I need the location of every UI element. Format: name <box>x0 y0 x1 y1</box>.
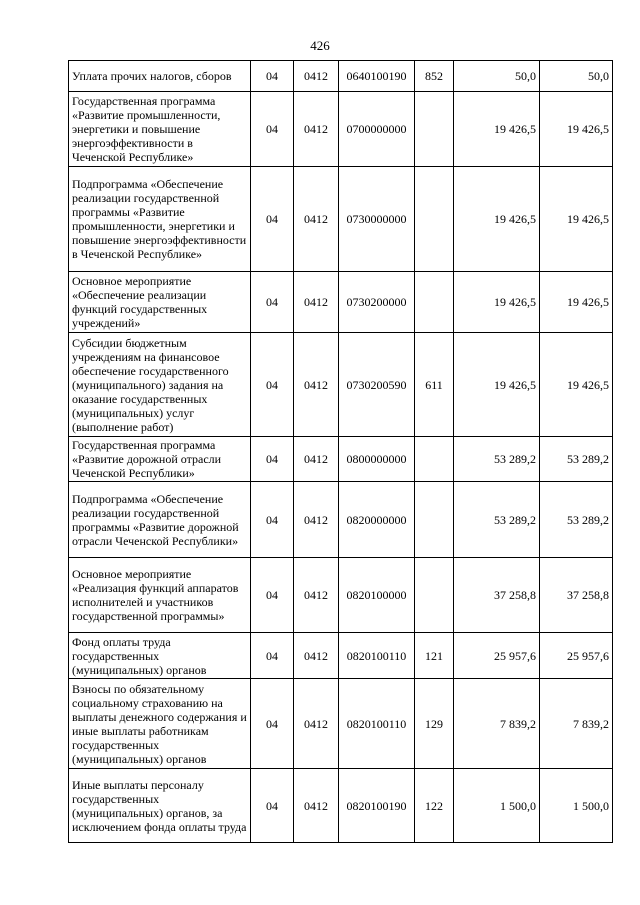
table-row <box>69 633 613 679</box>
table-row <box>69 167 613 272</box>
table-row <box>69 92 613 167</box>
expense-type-code: 611 <box>415 333 454 437</box>
section-code: 04 <box>251 769 294 843</box>
amount-2: 53 289,2 <box>540 482 613 558</box>
amount-2: 7 839,2 <box>540 679 613 769</box>
section-code: 04 <box>251 61 294 92</box>
expense-type-code: 129 <box>415 679 454 769</box>
amount-1: 37 258,8 <box>454 558 540 633</box>
table-row <box>69 333 613 437</box>
target-article-code: 0730200000 <box>339 272 415 333</box>
expense-type-code: 122 <box>415 769 454 843</box>
amount-1: 19 426,5 <box>454 92 540 167</box>
target-article-code: 0800000000 <box>339 437 415 482</box>
expense-type-code: 852 <box>415 61 454 92</box>
section-code: 04 <box>251 558 294 633</box>
row-name: Фонд оплаты труда государственных (муниципальных) органов <box>69 633 251 679</box>
subsection-code: 0412 <box>294 333 339 437</box>
amount-1: 25 957,6 <box>454 633 540 679</box>
target-article-code: 0820000000 <box>339 482 415 558</box>
amount-1: 50,0 <box>454 61 540 92</box>
row-name: Субсидии бюджетным учреждениям на финансовое обеспечение государственного (муниципального) задания на оказание государственных (муниципальных) услуг (выполнение работ) <box>69 333 251 437</box>
subsection-code: 0412 <box>294 61 339 92</box>
section-code: 04 <box>251 633 294 679</box>
subsection-code: 0412 <box>294 272 339 333</box>
section-code: 04 <box>251 272 294 333</box>
expense-type-code <box>415 558 454 633</box>
expense-type-code <box>415 167 454 272</box>
subsection-code: 0412 <box>294 482 339 558</box>
amount-2: 1 500,0 <box>540 769 613 843</box>
expense-type-code <box>415 92 454 167</box>
amount-2: 19 426,5 <box>540 333 613 437</box>
subsection-code: 0412 <box>294 633 339 679</box>
amount-1: 1 500,0 <box>454 769 540 843</box>
subsection-code: 0412 <box>294 769 339 843</box>
table-row <box>69 769 613 843</box>
amount-1: 19 426,5 <box>454 333 540 437</box>
amount-2: 19 426,5 <box>540 167 613 272</box>
table-row <box>69 437 613 482</box>
target-article-code: 0820100000 <box>339 558 415 633</box>
row-name: Уплата прочих налогов, сборов <box>69 61 251 92</box>
row-name: Взносы по обязательному социальному страхованию на выплаты денежного содержания и иные выплаты работникам государственных (муниципальных) органов <box>69 679 251 769</box>
table-row <box>69 272 613 333</box>
table-row <box>69 679 613 769</box>
section-code: 04 <box>251 167 294 272</box>
row-name: Основное мероприятие «Реализация функций аппаратов исполнителей и участников государственной программы» <box>69 558 251 633</box>
subsection-code: 0412 <box>294 558 339 633</box>
amount-2: 25 957,6 <box>540 633 613 679</box>
subsection-code: 0412 <box>294 437 339 482</box>
row-name: Иные выплаты персоналу государственных (муниципальных) органов, за исключением фонда оплаты труда <box>69 769 251 843</box>
amount-2: 19 426,5 <box>540 272 613 333</box>
section-code: 04 <box>251 679 294 769</box>
row-name: Государственная программа «Развитие дорожной отрасли Чеченской Республики» <box>69 437 251 482</box>
section-code: 04 <box>251 333 294 437</box>
target-article-code: 0700000000 <box>339 92 415 167</box>
target-article-code: 0820100190 <box>339 769 415 843</box>
amount-2: 53 289,2 <box>540 437 613 482</box>
target-article-code: 0730000000 <box>339 167 415 272</box>
row-name: Подпрограмма «Обеспечение реализации государственной программы «Развитие промышленности, энергетики и повышение энергоэффективности в Чеченской Республике» <box>69 167 251 272</box>
row-name: Основное мероприятие «Обеспечение реализации функций государственных учреждений» <box>69 272 251 333</box>
subsection-code: 0412 <box>294 167 339 272</box>
target-article-code: 0820100110 <box>339 633 415 679</box>
page-number: 426 <box>310 38 330 53</box>
amount-2: 19 426,5 <box>540 92 613 167</box>
table-row <box>69 61 613 92</box>
subsection-code: 0412 <box>294 679 339 769</box>
section-code: 04 <box>251 482 294 558</box>
section-code: 04 <box>251 437 294 482</box>
table-row <box>69 558 613 633</box>
amount-1: 53 289,2 <box>454 437 540 482</box>
expense-type-code <box>415 437 454 482</box>
expense-type-code <box>415 482 454 558</box>
expense-type-code <box>415 272 454 333</box>
row-name: Государственная программа «Развитие промышленности, энергетики и повышение энергоэффективности в Чеченской Республике» <box>69 92 251 167</box>
subsection-code: 0412 <box>294 92 339 167</box>
amount-1: 19 426,5 <box>454 167 540 272</box>
target-article-code: 0820100110 <box>339 679 415 769</box>
target-article-code: 0640100190 <box>339 61 415 92</box>
table-row <box>69 482 613 558</box>
budget-table <box>68 60 613 843</box>
amount-1: 19 426,5 <box>454 272 540 333</box>
section-code: 04 <box>251 92 294 167</box>
target-article-code: 0730200590 <box>339 333 415 437</box>
row-name: Подпрограмма «Обеспечение реализации государственной программы «Развитие дорожной отрасли Чеченской Республики» <box>69 482 251 558</box>
expense-type-code: 121 <box>415 633 454 679</box>
amount-1: 53 289,2 <box>454 482 540 558</box>
amount-2: 50,0 <box>540 61 613 92</box>
amount-2: 37 258,8 <box>540 558 613 633</box>
amount-1: 7 839,2 <box>454 679 540 769</box>
